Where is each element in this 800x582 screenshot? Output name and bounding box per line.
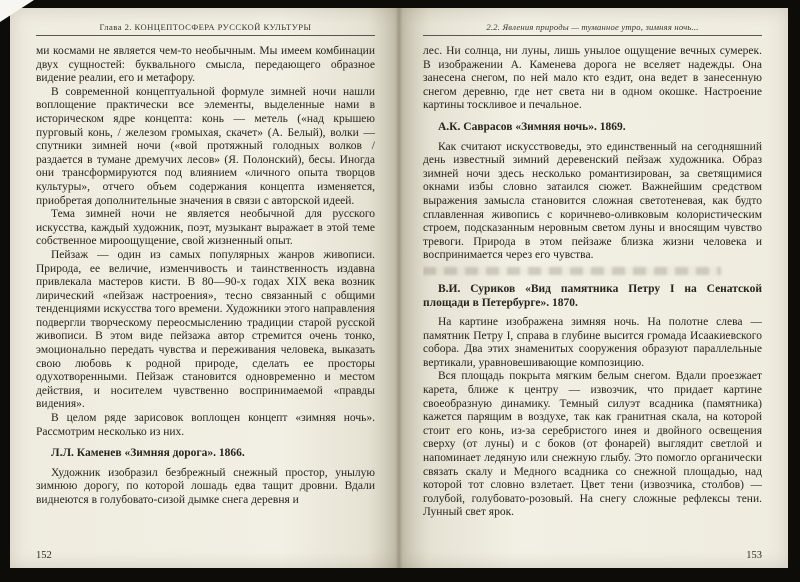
paragraph: В современной концептуальной формуле зимней ночи нашли воплощение практически все элементы, выделенные нами в историческом ядре концепта: конь — метель («над крышею пурговый конь, / железом громыхая, скачет» (А. Белый), волки — спутники зимней ночи («вой протяжный голодных волков / раздается в тумане дремучих лесов» (Я. Полонский), бесы. Иногда они трансформируются под влиянием «личного опыта творцов культуры», отчего объем содержания концепта изменяется, приобретая дополнительные значения в связи с авторской идеей. (36, 85, 375, 207)
page-number-right: 153 (746, 550, 762, 561)
paragraph: Как считают искусствоведы, это единственный на сегодняшний день известный зимний деревенский пейзаж художника. Образ зимней ночи здесь несколько романтизирован, за светящимися окнами избы словно затаился сюжет. Важнейшим средством выражения замысла становится сложная светотеневая, как будто сплавленная живопись с коричнево-оливковым колористическим строем, подсказанным неровным светом луны и вносящим чувство тревоги. Природа в этом пейзаже близка жизни человека и воспринимается через его чувства. (423, 140, 762, 262)
page-left-text (36, 45, 375, 542)
paragraph: ми космами не является чем-то необычным. Мы имеем комбинации двух сущностей: буквального смысла, передающего образное видение реалии, его и метафору. (36, 45, 375, 85)
book-spread (10, 8, 788, 568)
scan-corner-fold (0, 0, 34, 22)
page-right (399, 8, 788, 568)
page-left (10, 8, 399, 568)
page-right-text (423, 45, 762, 542)
print-bleed-artifact (423, 267, 721, 275)
artwork-heading: Л.Л. Каменев «Зимняя дорога». 1866. (51, 447, 245, 460)
paragraph: Тема зимней ночи не является необычной для русского искусства, каждый художник, поэт, музыкант выражает в этой теме собственное мироощущение, свой жизненный опыт. (36, 208, 375, 248)
paragraph: Пейзаж — один из самых популярных жанров живописи. Природа, ее величие, изменчивость и таинственность издавна привлекала мастеров кисти. В 80—90-х годах XIX века возник лирический «пейзаж настроения», тесно связанный с общими тенденциями искусства того времени. Художники этого направления подвергли творческому переосмыслению традиции старой русской живописи. В этом виде пейзажа автор стремится очень тонко, эмоционально передать чувства и переживания человека, выказать свою любовь к родной природе, сделать ее просторы одухотворенными. Пейзаж становится одновременно и местом действия, и носителем чувственно воспринимаемой «правды видения». (36, 248, 375, 411)
paragraph: лес. Ни солнца, ни луны, лишь унылое ощущение вечных сумерек. В изображении А. Каменева дорога не вселяет надежды. Она занесена снегом, по ней мало кто ездит, она ведет в занесенную снегом деревню, где нет света ни в одном окошке. Настроение картины тоскливое и печальное. (423, 45, 762, 112)
artwork-heading: В.И. Суриков «Вид памятника Петру I на Сенатской площади в Петербурге». 1870. (423, 282, 762, 309)
page-number-left: 152 (36, 550, 52, 561)
running-head-right: 2.2. Явления природы — туманное утро, зимняя ночь... (423, 22, 762, 36)
artwork-heading: А.К. Саврасов «Зимняя ночь». 1869. (438, 120, 626, 133)
paragraph: На картине изображена зимняя ночь. На полотне слева — памятник Петру I, справа в глубине высится громада Исаакиевского собора. Два этих знаменитых сооружения образуют параллельные вертикали, уравновешивающие композицию. (423, 316, 762, 369)
paragraph: Художник изобразил безбрежный снежный простор, унылую зимнюю дорогу, по которой лошадь едва тащит дровни. Вдали виднеются в голубовато-сизой дымке снега деревня и (36, 466, 375, 506)
running-head-left: Глава 2. КОНЦЕПТОСФЕРА РУССКОЙ КУЛЬТУРЫ (36, 22, 375, 36)
paragraph: В целом ряде зарисовок воплощен концепт «зимняя ночь». Рассмотрим несколько из них. (36, 412, 375, 438)
paragraph: Вся площадь покрыта мягким белым снегом. Вдали проезжает карета, ближе к центру — извозчик, что придает картине своеобразную динамику. Темный силуэт всадника (памятника) кажется парящим в воздухе, так как гранитная скала, на которой стоит его конь, из-за серебристого инея и двойного освещения сверху (от луны) и с боков (от фонарей) выглядит светлой и напоминает ледяную или снежную глыбу. Это помогло органически связать скалу и Медного всадника со снежной площадью, над которой тот словно взлетает. Цвет тени (извозчика, столбов) — голубой, голубовато-розовый. На снегу сложные рефлексы тени. Лунный свет ярок. (423, 370, 762, 519)
